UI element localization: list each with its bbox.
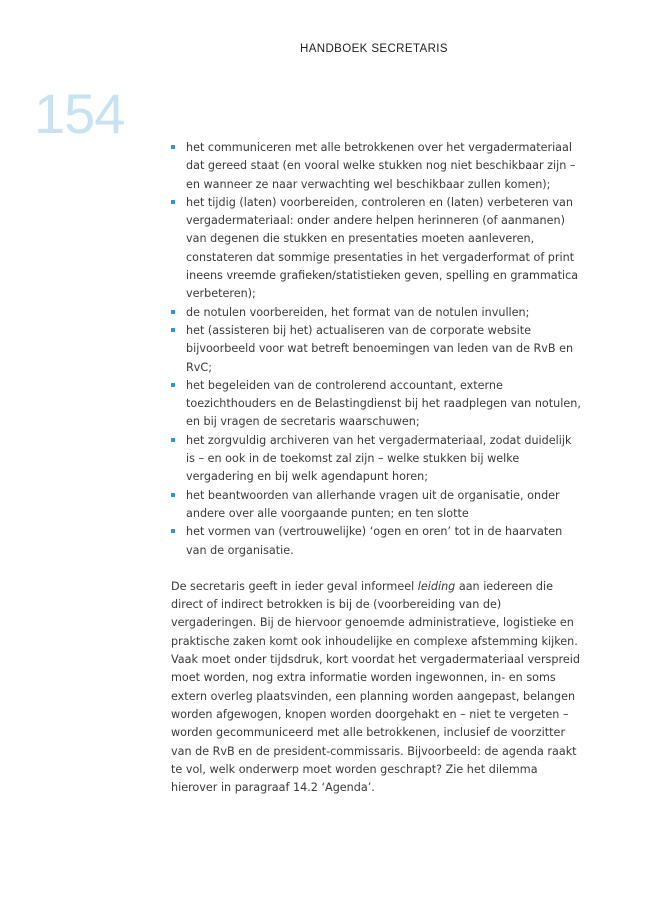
square-bullet-icon: [171, 310, 175, 314]
page-number: 154: [34, 82, 125, 145]
list-item: [171, 139, 581, 194]
emphasized-word: leiding: [417, 579, 456, 593]
running-head: HANDBOEK SECRETARIS: [300, 43, 448, 55]
list-item: [171, 377, 581, 432]
list-item-text: het begeleiden van de controlerend accountant, externe toezichthouders en de Belastingdienst bij het raadplegen van notulen, en bij vragen de secretaris waarschuwen;: [186, 378, 581, 429]
list-item-text: de notulen voorbereiden, het format van de notulen invullen;: [186, 305, 530, 319]
list-item: [171, 487, 581, 524]
list-item-text: het beantwoorden van allerhande vragen uit de organisatie, onder andere over alle voorgaande punten; en ten slotte: [186, 488, 560, 520]
square-bullet-icon: [171, 328, 175, 332]
list-item-text: het communiceren met alle betrokkenen over het vergadermateriaal dat gereed staat (en vooral welke stukken nog niet beschikbaar zijn – en wanneer ze naar verwachting wel beschikbaar zullen komen);: [186, 141, 576, 191]
paragraph-text-end: aan iedereen die direct of indirect betrokken is bij de (voorbereiding van de) vergaderingen. Bij de hiervoor genoemde administratieve, logistieke en praktische zaken komt ook inhoudelijke en complexe afstemming kijken. Vaak moet onder tijdsdruk, kort voordat het vergadermateriaal verspreid moet worden, nog extra informatie worden ingewonnen, in- en soms extern overleg plaatsvinden, een planning worden aangepast, belangen worden afgewogen, knopen worden doorgehakt en – niet te vergeten – worden gecommuniceerd met alle betrokkenen, inclusief de voorzitter van de RvB en de president-commissaris. Bijvoorbeeld: de agenda raakt te vol, welk onderwerp moet worden geschrapt? Zie het dilemma hierover in paragraaf 14.2 ‘Agenda’.: [171, 579, 580, 795]
list-item-text: het (assisteren bij het) actualiseren van de corporate website bijvoorbeeld voor wat betreft benoemingen van leden van de RvB en RvC;: [186, 323, 574, 374]
list-item: [171, 322, 581, 377]
paragraph-text-start: De secretaris geeft in ieder geval informeel: [171, 579, 418, 593]
square-bullet-icon: [171, 529, 175, 533]
bullet-list: [171, 139, 581, 560]
list-item-text: het zorgvuldig archiveren van het vergadermateriaal, zodat duidelijk is – en ook in de toekomst zal zijn – welke stukken bij welke vergadering en bij welk agendapunt horen;: [186, 433, 572, 484]
list-item-text: het vormen van (vertrouwelijke) ‘ogen en oren’ tot in de haarvaten van de organisatie.: [186, 525, 563, 557]
square-bullet-icon: [171, 383, 175, 387]
square-bullet-icon: [171, 438, 175, 442]
square-bullet-icon: [171, 145, 175, 149]
page-body: [171, 139, 581, 809]
square-bullet-icon: [171, 200, 175, 204]
list-item: [171, 523, 581, 560]
body-paragraph: [171, 578, 581, 798]
square-bullet-icon: [171, 493, 175, 497]
list-item: [171, 432, 581, 487]
list-item-text: het tijdig (laten) voorbereiden, controleren en (laten) verbeteren van vergadermateriaal: onder andere helpen herinneren (of aanmanen) van degenen die stukken en presentaties moeten aanleveren, constateren dat sommige presentaties in het vergaderformat of print ineens vreemde grafieken/statistieken geven, spelling en grammatica verbeteren);: [186, 195, 579, 301]
list-item: [171, 194, 581, 304]
list-item: [171, 304, 581, 322]
